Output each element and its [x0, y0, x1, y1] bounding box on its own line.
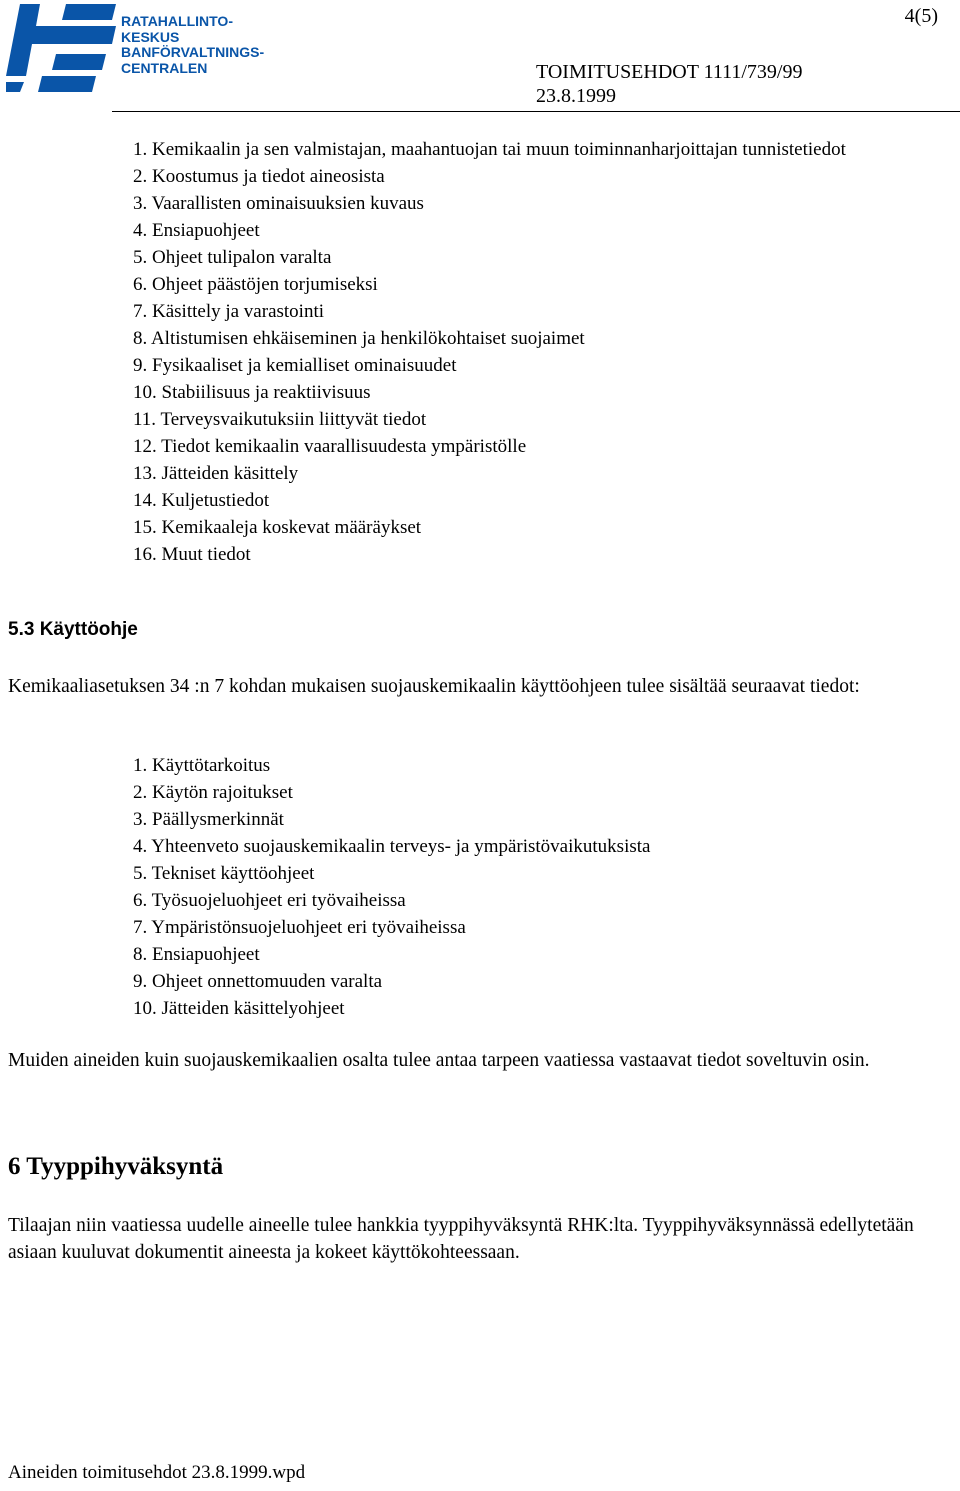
list-item: 8. Altistumisen ehkäiseminen ja henkilökohtaiset suojaimet	[133, 328, 585, 349]
list-item: 4. Yhteenveto suojauskemikaalin terveys- ja ympäristövaikutuksista	[133, 836, 651, 857]
organization-name	[121, 14, 264, 76]
list-item: 8. Ensiapuohjeet	[133, 944, 260, 965]
document-date: 23.8.1999	[536, 85, 616, 107]
list-item: 13. Jätteiden käsittely	[133, 463, 299, 484]
footer-filename: Aineiden toimitusehdot 23.8.1999.wpd	[8, 1462, 306, 1483]
header-divider	[112, 111, 960, 112]
document-id: TOIMITUSEHDOT 1111/739/99	[536, 61, 803, 83]
section-6-body: Tilaajan niin vaatiessa uudelle aineelle tulee hankkia tyyppihyväksyntä RHK:lta. Tyyppihyväksynnässä edellytetään asiaan kuuluvat dokumentit aineesta ja kokeet käyttökohteessaan.	[8, 1215, 914, 1263]
list-item: 4. Ensiapuohjeet	[133, 220, 260, 241]
list-item: 2. Koostumus ja tiedot aineosista	[133, 166, 385, 187]
section-5-3-closing: Muiden aineiden kuin suojauskemikaalien osalta tulee antaa tarpeen vaatiessa vastaavat tiedot soveltuvin osin.	[8, 1050, 870, 1071]
list-item: 7. Käsittely ja varastointi	[133, 301, 325, 322]
list-item: 15. Kemikaaleja koskevat määräykset	[133, 517, 422, 538]
list-item: 3. Vaarallisten ominaisuuksien kuvaus	[133, 193, 424, 214]
safety-data-sheet-list	[133, 136, 873, 568]
org-name-line: BANFÖRVALTNINGS-	[121, 44, 265, 60]
document-reference	[536, 60, 802, 108]
org-name-line: CENTRALEN	[121, 59, 208, 76]
list-item: 1. Kemikaalin ja sen valmistajan, maahantuojan tai muun toiminnanharjoittajan tunnistetiedot	[133, 139, 846, 160]
list-item: 10. Jätteiden käsittelyohjeet	[133, 998, 345, 1019]
list-item: 9. Fysikaaliset ja kemialliset ominaisuudet	[133, 355, 457, 376]
list-item: 2. Käytön rajoitukset	[133, 782, 293, 803]
list-item: 12. Tiedot kemikaalin vaarallisuudesta ympäristölle	[133, 436, 527, 457]
logo-mark-icon	[6, 4, 116, 92]
instructions-list	[133, 752, 650, 1022]
section-heading-5-3: 5.3 Käyttöohje	[8, 619, 138, 640]
list-item: 6. Ohjeet päästöjen torjumiseksi	[133, 274, 378, 295]
org-name-line: KESKUS	[121, 28, 180, 45]
page-number: 4(5)	[904, 5, 938, 27]
section-heading-6: 6 Tyyppihyväksyntä	[8, 1153, 224, 1180]
org-name-line: RATAHALLINTO-	[121, 13, 233, 29]
list-item: 11. Terveysvaikutuksiin liittyvät tiedot	[133, 409, 427, 430]
list-item: 1. Käyttötarkoitus	[133, 755, 271, 776]
list-item: 16. Muut tiedot	[133, 544, 251, 565]
rhk-logo	[6, 4, 116, 92]
list-item: 6. Työsuojeluohjeet eri työvaiheissa	[133, 890, 406, 911]
list-item: 10. Stabiilisuus ja reaktiivisuus	[133, 382, 371, 403]
list-item: 5. Ohjeet tulipalon varalta	[133, 247, 332, 268]
section-5-3-intro: Kemikaaliasetuksen 34 :n 7 kohdan mukaisen suojauskemikaalin käyttöohjeen tulee sisältää seuraavat tiedot:	[8, 676, 860, 697]
list-item: 5. Tekniset käyttöohjeet	[133, 863, 315, 884]
list-item: 14. Kuljetustiedot	[133, 490, 270, 511]
list-item: 9. Ohjeet onnettomuuden varalta	[133, 971, 383, 992]
list-item: 3. Päällysmerkinnät	[133, 809, 284, 830]
list-item: 7. Ympäristönsuojeluohjeet eri työvaiheissa	[133, 917, 466, 938]
